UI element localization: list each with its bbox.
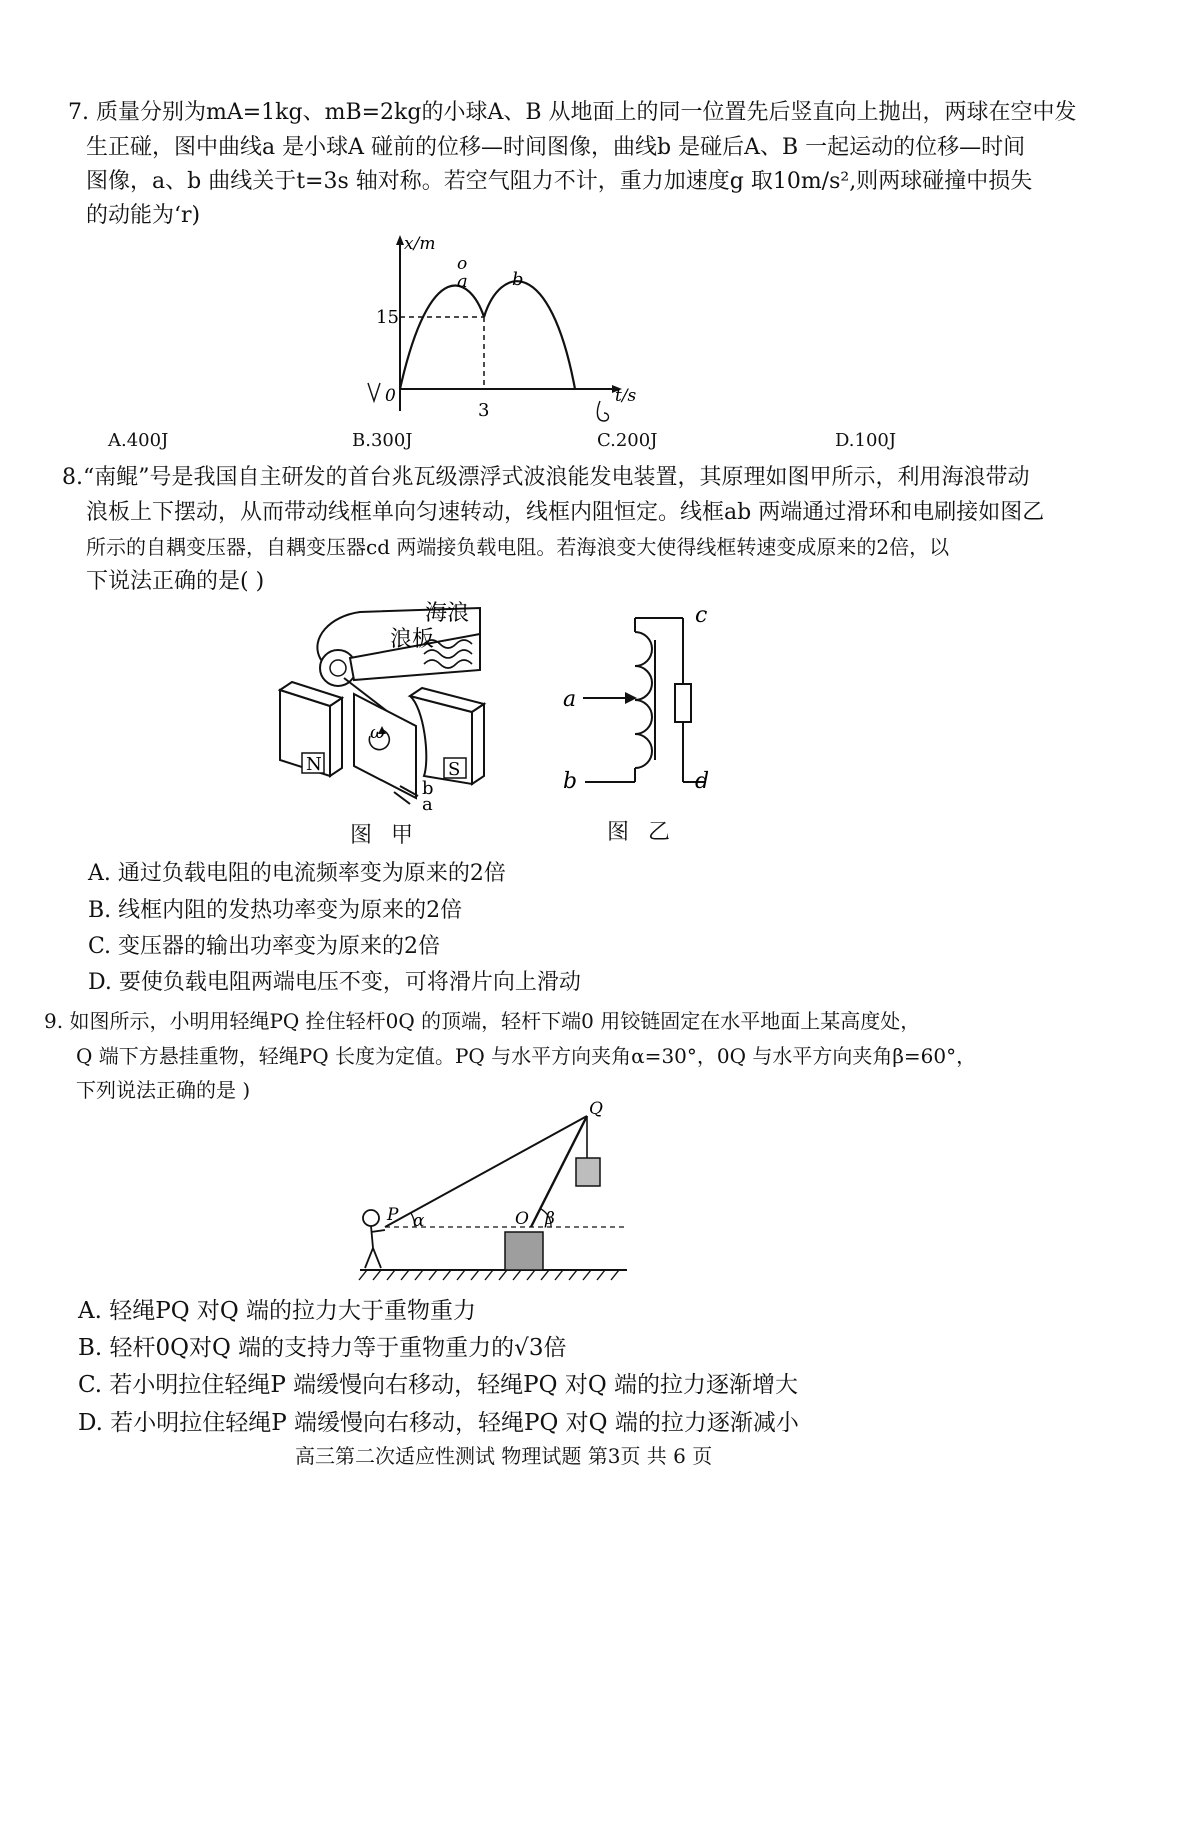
q8-line-1: 8.“南鲲”号是我国自主研发的首台兆瓦级漂浮式波浪能发电装置，其原理如图甲所示，利用海浪带动 (62, 465, 1030, 490)
q8-terminal-c: c (695, 603, 708, 628)
page-footer: 高三第二次适应性测试 物理试题 第3页 共 6 页 (295, 1444, 713, 1468)
q7-ytick-15: 15 (376, 307, 399, 328)
q9-label-beta: β (545, 1209, 555, 1229)
q8-line-3: 所示的自耦变压器，自耦变压器cd 两端接负载电阻。若海浪变大使得线框转速变成原来的2倍，以 (86, 535, 950, 559)
q7-line-4: 的动能为‘r) (86, 203, 201, 228)
q8-terminal-a: a (563, 687, 577, 712)
q7-mark-o: o (457, 254, 468, 274)
q8-pole-s: S (448, 759, 461, 780)
q9-label-q: Q (589, 1099, 603, 1119)
q7-origin-label: 0 (385, 386, 396, 406)
q7-curve-b-label: b (512, 269, 524, 290)
q8-term-a: a (422, 794, 433, 815)
q7-line-3: 图像，a、b 曲线关于t=3s 轴对称。若空气阻力不计，重力加速度g 取10m/s²,则两球碰撞中损失 (86, 169, 1033, 194)
q8-option-a[interactable]: A. 通过负载电阻的电流频率变为原来的2倍 (88, 861, 506, 886)
q8-omega-label: ω (370, 722, 385, 743)
q9-label-p: P (387, 1205, 399, 1225)
q8-wave-label: 海浪 (425, 601, 470, 626)
q8-option-c[interactable]: C. 变压器的输出功率变为原来的2倍 (88, 934, 441, 959)
q8-option-b[interactable]: B. 线框内阻的发热功率变为原来的2倍 (88, 898, 463, 923)
q7-xt-graph (360, 235, 640, 430)
q9-line-2: Q 端下方悬挂重物，轻绳PQ 长度为定值。PQ 与水平方向夹角α=30°，0Q 与水平方向夹角β=60°， (76, 1044, 977, 1068)
q8-option-d[interactable]: D. 要使负载电阻两端电压不变，可将滑片向上滑动 (88, 970, 581, 995)
q9-option-d[interactable]: D. 若小明拉住轻绳P 端缓慢向右移动，轻绳PQ 对Q 端的拉力逐渐减小 (78, 1410, 799, 1436)
q8-figure-jia (300, 598, 580, 813)
q8-caption-yi: 图 乙 (607, 820, 676, 845)
q7-xtick-3: 3 (478, 400, 490, 421)
q8-term-b: b (422, 778, 434, 799)
q8-terminal-d: d (695, 769, 710, 794)
q9-label-o: O (515, 1209, 529, 1229)
q9-figure (355, 1099, 635, 1282)
q7-line-1: 7. 质量分别为mA=1kg、mB=2kg的小球A、B 从地面上的同一位置先后竖直向上抛出，两球在空中发 (68, 100, 1077, 125)
q7-yaxis-label: x/m (404, 234, 436, 254)
q7-curve-a-label: a (457, 271, 468, 292)
q7-option-c[interactable]: C.200J (597, 430, 658, 451)
q9-option-b[interactable]: B. 轻杆0Q对Q 端的支持力等于重物重力的√3倍 (78, 1335, 567, 1361)
q9-line-1: 9. 如图所示，小明用轻绳PQ 拴住轻杆0Q 的顶端，轻杆下端0 用铰链固定在水平地面上某高度处， (44, 1009, 921, 1033)
q8-caption-jia: 图 甲 (350, 823, 419, 848)
q8-pole-n: N (306, 754, 322, 775)
q8-board-label: 浪板 (390, 627, 435, 652)
q8-line-4: 下说法正确的是( ) (86, 569, 265, 594)
q8-terminal-b: b (563, 769, 578, 794)
q9-option-c[interactable]: C. 若小明拉住轻绳P 端缓慢向右移动，轻绳PQ 对Q 端的拉力逐渐增大 (78, 1372, 798, 1398)
q9-label-alpha: α (413, 1211, 425, 1231)
q7-option-b[interactable]: B.300J (352, 430, 413, 451)
q7-option-d[interactable]: D.100J (835, 430, 897, 451)
q8-line-2: 浪板上下摆动，从而带动线框单向匀速转动，线框内阻恒定。线框ab 两端通过滑环和电刷接如图乙 (86, 500, 1045, 525)
q8-figure-yi (555, 600, 735, 800)
q9-line-3: 下列说法正确的是 ) (76, 1078, 251, 1102)
q9-option-a[interactable]: A. 轻绳PQ 对Q 端的拉力大于重物重力 (78, 1298, 477, 1324)
q7-option-a[interactable]: A.400J (108, 430, 169, 451)
q7-line-2: 生正碰，图中曲线a 是小球A 碰前的位移—时间图像，曲线b 是碰后A、B 一起运动的位移—时间 (86, 135, 1026, 160)
q7-xaxis-label: t/s (615, 386, 637, 406)
